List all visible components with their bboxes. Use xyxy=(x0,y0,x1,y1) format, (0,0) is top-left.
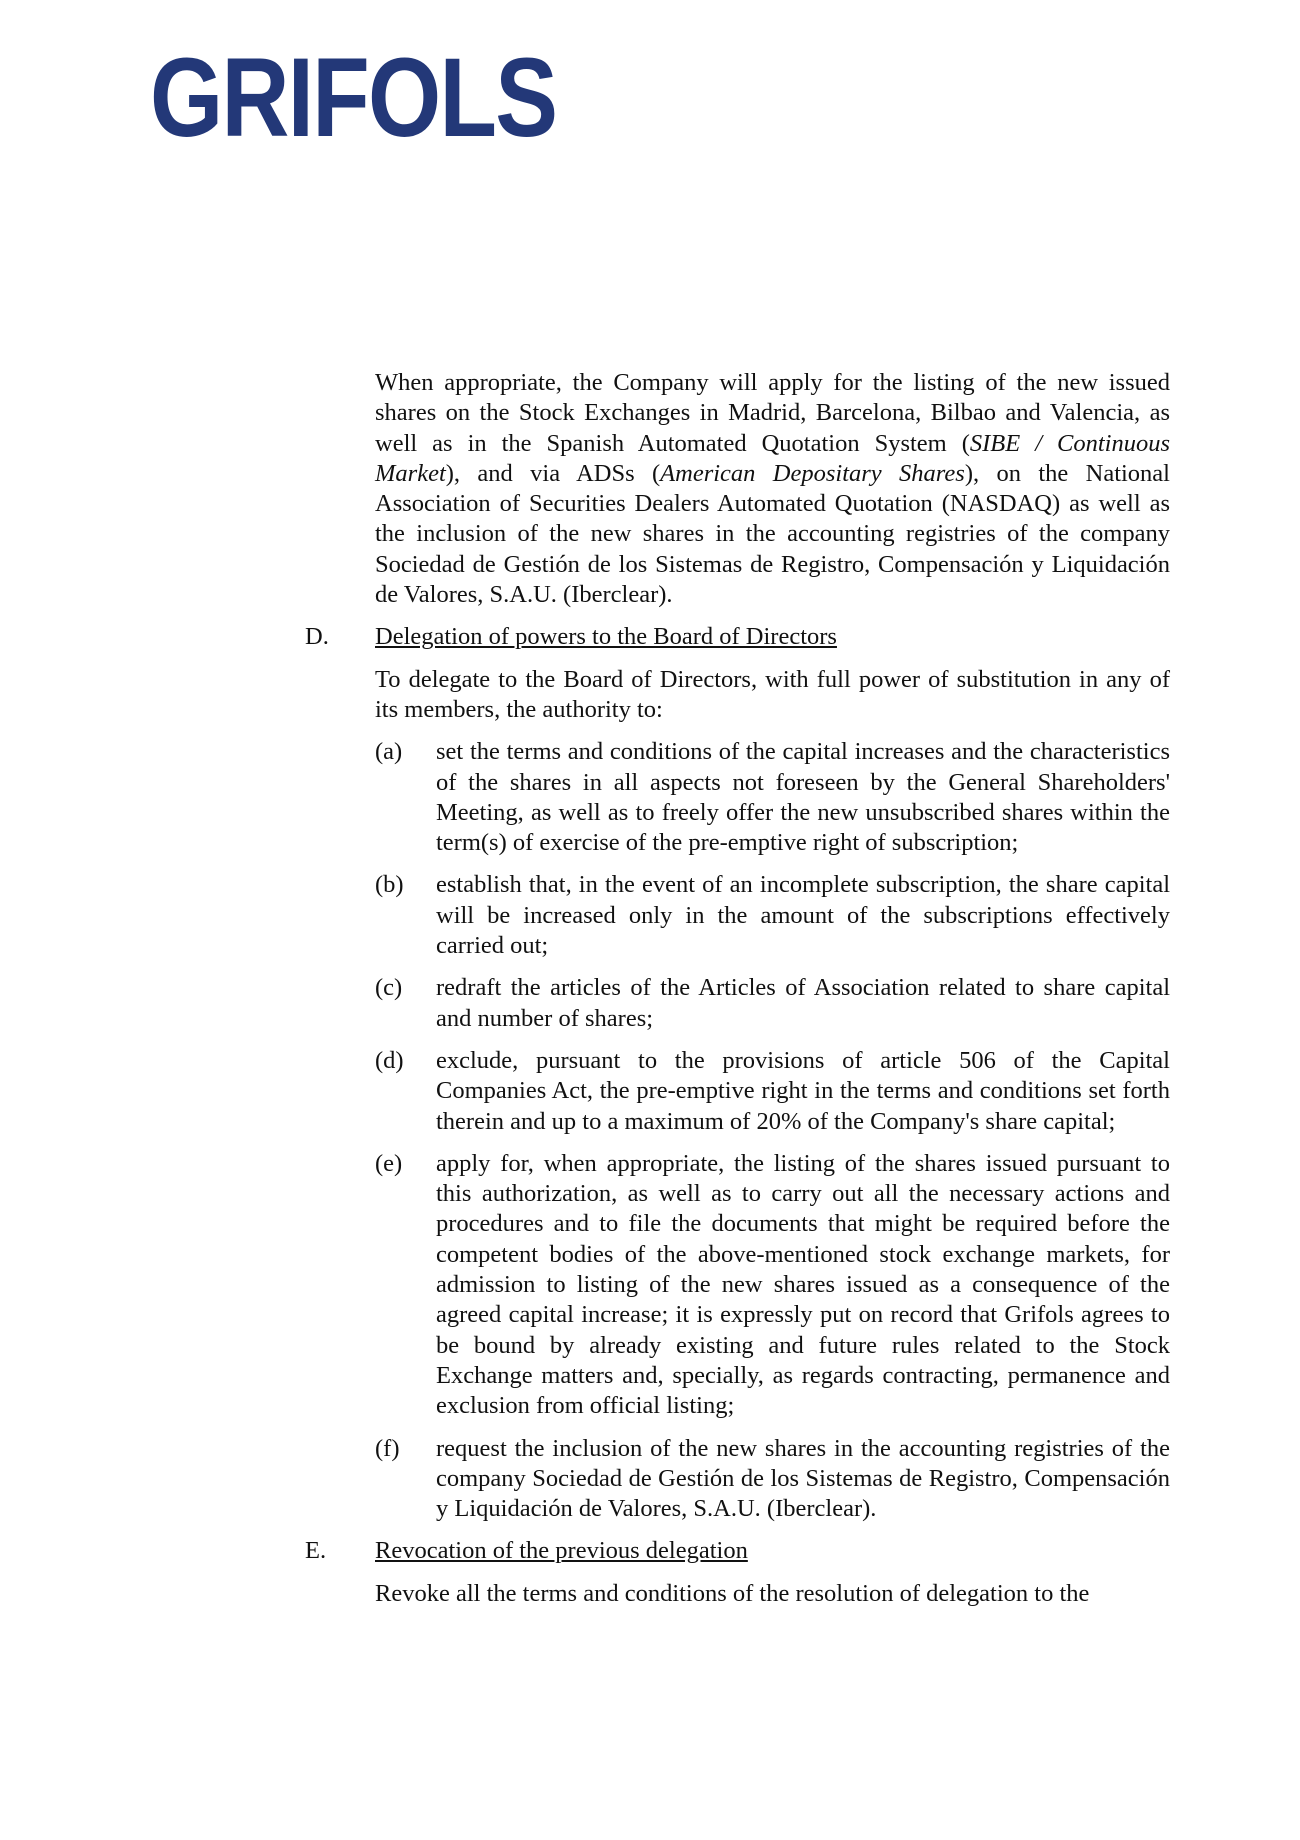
section-d-letter: D. xyxy=(305,623,329,651)
list-item-label: (f) xyxy=(375,1434,400,1462)
list-item-text: establish that, in the event of an incomplete subscription, the share capital will be increased only in the amount of the subscriptions effectively carried out; xyxy=(436,871,1170,960)
list-item-text: exclude, pursuant to the provisions of article 506 of the Capital Companies Act, the pre-emptive right in the terms and conditions set forth therein and up to a maximum of 20% of the Company's share capital; xyxy=(436,1046,1170,1135)
list-item-text: redraft the articles of the Articles of Association related to share capital and number of shares; xyxy=(436,974,1170,1032)
listing-italic-sibe: SIBE / Continuous Market xyxy=(375,429,1170,487)
listing-text-part-3: ), on the National Association of Securities Dealers Automated Quotation (NASDAQ) as well as the inclusion of the new shares in the accounting registries of the company Sociedad de Gestión de los Sistemas de Registro, Compensación y Liquidación de Valores, S.A.U. (Iberclear). xyxy=(375,459,1170,609)
list-item xyxy=(305,1046,1170,1137)
section-e-heading: Revocation of the previous delegation xyxy=(375,1537,748,1565)
section-e xyxy=(305,1536,1170,1609)
list-item xyxy=(305,1149,1170,1422)
section-d xyxy=(305,622,1170,725)
listing-italic-ads: American Depositary Shares xyxy=(660,459,965,487)
grifols-logo: GRIFOLS xyxy=(150,35,557,160)
listing-text-part-2: ), and via ADSs ( xyxy=(445,459,661,487)
listing-text-part-1: When appropriate, the Company will apply for the listing of the new issued shares on the Stock Exchanges in Madrid, Barcelona, Bilbao and Valencia, as well as in the Spanish Automated Quotation System ( xyxy=(375,369,1170,457)
list-item-label: (a) xyxy=(375,738,403,766)
list-item-text: request the inclusion of the new shares in the accounting registries of the company Sociedad de Gestión de los Sistemas de Registro, Compensación y Liquidación de Valores, S.A.U. (Iberclear). xyxy=(436,1434,1170,1523)
section-d-items xyxy=(305,737,1170,1524)
list-item xyxy=(305,870,1170,961)
section-d-heading: Delegation of powers to the Board of Directors xyxy=(375,623,837,651)
list-item-label: (b) xyxy=(375,871,404,899)
list-item-label: (e) xyxy=(375,1149,403,1177)
list-item xyxy=(305,973,1170,1034)
document-body xyxy=(305,368,1170,1609)
list-item xyxy=(305,1434,1170,1525)
list-item-text: set the terms and conditions of the capital increases and the characteristics of the shares in all aspects not foreseen by the General Shareholders' Meeting, as well as to freely offer the new unsubscribed shares within the term(s) of exercise of the pre-emptive right of subscription; xyxy=(436,738,1170,857)
section-d-intro: To delegate to the Board of Directors, with full power of substitution in any of its members, the authority to: xyxy=(375,665,1170,723)
list-item-label: (d) xyxy=(375,1046,404,1074)
list-item-text: apply for, when appropriate, the listing of the shares issued pursuant to this authorization, as well as to carry out all the necessary actions and procedures and to file the documents that might be required before the competent bodies of the above-mentioned stock exchange markets, for admission to listing of the new shares issued as a consequence of the agreed capital increase; it is expressly put on record that Grifols agrees to be bound by already existing and future rules related to the Stock Exchange matters and, specially, as regards contracting, permanence and exclusion from official listing; xyxy=(436,1149,1170,1420)
section-e-letter: E. xyxy=(305,1537,327,1565)
section-e-text: Revoke all the terms and conditions of the resolution of delegation to the xyxy=(375,1579,1090,1607)
list-item xyxy=(305,737,1170,858)
listing-paragraph xyxy=(305,368,1170,610)
list-item-label: (c) xyxy=(375,974,403,1002)
